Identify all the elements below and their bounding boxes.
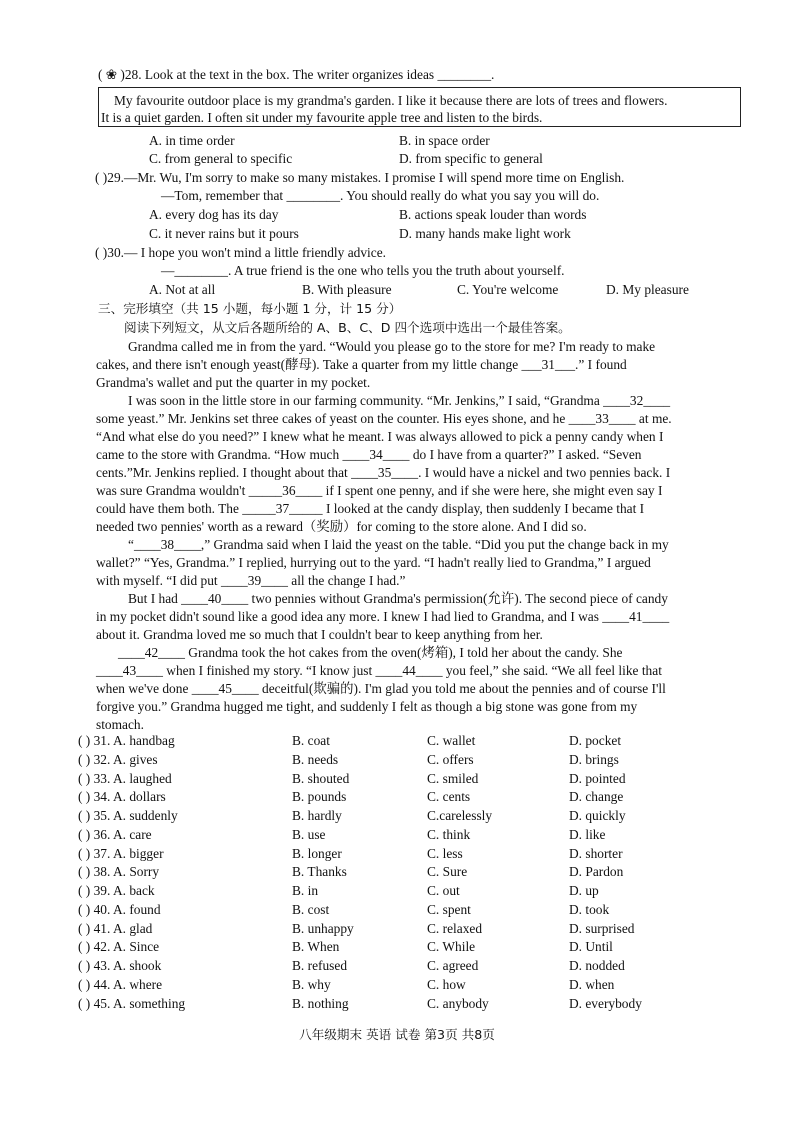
option-row-34-b: B. pounds [292,789,347,804]
option-row-38-d: D. Pardon [569,864,624,879]
option-row-45-c: C. anybody [427,996,489,1011]
option-row-35-c: C.carelessly [427,808,493,823]
passage-line: could have them both. The _____37_____ I looked at the candy display, then suddenly I became that I [96,501,645,516]
q29-option-d: D. many hands make light work [399,226,571,241]
option-row-33-d: D. pointed [569,771,626,786]
option-row-31-d: D. pocket [569,733,622,748]
option-row-40-q: ( ) 40. A. found [78,902,161,917]
option-row-33-c: C. smiled [427,771,479,786]
option-row-34-c: C. cents [427,789,471,804]
option-row-42-d: D. Until [569,939,613,954]
passage-line: But I had ____40____ two pennies without Grandma's permission(允许). The second piece of candy [128,591,668,606]
q30-option-b: B. With pleasure [302,282,392,297]
option-row-35-b: B. hardly [292,808,342,823]
option-row-31-q: ( ) 31. A. handbag [78,733,175,748]
option-row-41-c: C. relaxed [427,921,483,936]
option-row-32-q: ( ) 32. A. gives [78,752,158,767]
option-row-31-b: B. coat [292,733,330,748]
option-row-38-q: ( ) 38. A. Sorry [78,864,160,879]
option-row-41-q: ( ) 41. A. glad [78,921,153,936]
option-row-41-b: B. unhappy [292,921,354,936]
q29-option-b: B. actions speak louder than words [399,207,587,222]
q29-option-c: C. it never rains but it pours [149,226,299,241]
option-row-36-b: B. use [292,827,326,842]
option-row-43-d: D. nodded [569,958,625,973]
passage-line: stomach. [96,717,144,732]
option-row-39-b: B. in [292,883,319,898]
option-row-37-c: C. less [427,846,463,861]
option-row-34-d: D. change [569,789,624,804]
option-row-40-b: B. cost [292,902,330,917]
option-row-42-q: ( ) 42. A. Since [78,939,160,954]
option-row-37-b: B. longer [292,846,342,861]
q28-option-c: C. from general to specific [149,151,293,166]
passage-line: in my pocket didn't sound like a good idea any more. I knew I had lied to Grandma, and I was ____41____ [96,609,670,624]
option-row-43-q: ( ) 43. A. shook [78,958,162,973]
option-row-45-b: B. nothing [292,996,349,1011]
option-row-40-c: C. spent [427,902,471,917]
passage-line: “____38____,” Grandma said when I laid the yeast on the table. “Did you put the change back in my [128,537,669,552]
q29-reply: —Tom, remember that ________. You should really do what you say you will do. [161,188,600,203]
q29-option-a: A. every dog has its day [149,207,279,222]
q28-option-a: A. in time order [149,133,235,148]
option-row-36-c: C. think [427,827,471,842]
page-footer: 八年级期末 英语 试卷 第3页 共8页 [299,1027,495,1042]
option-row-38-c: C. Sure [427,864,468,879]
option-row-35-q: ( ) 35. A. suddenly [78,808,178,823]
q30-option-a: A. Not at all [149,282,216,297]
q30-reply: —________. A true friend is the one who tells you the truth about yourself. [161,263,565,278]
passage-line: cents.”Mr. Jenkins replied. I thought about that ____35____. I would have a nickel and two pennies back. I [96,465,671,480]
option-row-43-c: C. agreed [427,958,479,973]
q28-option-d: D. from specific to general [399,151,543,166]
option-row-39-c: C. out [427,883,460,898]
q28-box-line-1: My favourite outdoor place is my grandma's garden. I like it because there are lots of trees and flowers. [114,93,668,108]
q30-option-d: D. My pleasure [606,282,689,297]
q28-stem: ( ❀ )28. Look at the text in the box. The writer organizes ideas ________. [98,67,495,82]
option-row-38-b: B. Thanks [292,864,347,879]
q28-option-b: B. in space order [399,133,490,148]
passage-line: I was soon in the little store in our farming community. “Mr. Jenkins,” I said, “Grandma ____32____ [128,393,671,408]
passage-line: Grandma's wallet and put the quarter in my pocket. [96,375,371,390]
q29-stem: ( )29.—Mr. Wu, I'm sorry to make so many mistakes. I promise I will spend more time on English. [95,170,625,185]
passage-line: “And what else do you need?” I knew what he meant. I was always allowed to pick a penny candy when I [96,429,664,444]
option-row-45-q: ( ) 45. A. something [78,996,186,1011]
option-row-33-q: ( ) 33. A. laughed [78,771,172,786]
option-row-42-c: C. While [427,939,476,954]
passage-line: wallet?” “Yes, Grandma.” I replied, hurrying out to the yard. “I hadn't really lied to Grandma,” I argued [96,555,651,570]
option-row-44-b: B. why [292,977,331,992]
section-instruction: 阅读下列短文，从文后各题所给的 A、B、C、D 四个选项中选出一个最佳答案。 [124,320,571,335]
option-row-32-d: D. brings [569,752,619,767]
option-row-37-q: ( ) 37. A. bigger [78,846,164,861]
option-row-43-b: B. refused [292,958,348,973]
option-row-44-c: C. how [427,977,466,992]
option-row-42-b: B. When [292,939,340,954]
passage-line: Grandma called me in from the yard. “Would you please go to the store for me? I'm ready to make [128,339,656,354]
passage-line: ____42____ Grandma took the hot cakes from the oven(烤箱), I told her about the candy. She [118,645,623,660]
option-row-37-d: D. shorter [569,846,623,861]
option-row-45-d: D. everybody [569,996,642,1011]
option-row-44-d: D. when [569,977,615,992]
option-row-31-c: C. wallet [427,733,476,748]
option-row-35-d: D. quickly [569,808,626,823]
q30-stem: ( )30.— I hope you won't mind a little friendly advice. [95,245,386,260]
option-row-36-d: D. like [569,827,606,842]
option-row-34-q: ( ) 34. A. dollars [78,789,166,804]
passage-line: came to the store with Grandma. “How much ____34____ do I have from a quarter?” I asked. “Seven [96,447,642,462]
q28-box-line-2: It is a quiet garden. I often sit under my favourite apple tree and listen to the birds. [101,110,543,125]
option-row-40-d: D. took [569,902,610,917]
q30-option-c: C. You're welcome [457,282,559,297]
passage-line: ____43____ when I finished my story. “I know just ____44____ you feel,” she said. “We all feel like that [96,663,662,678]
option-row-32-c: C. offers [427,752,474,767]
passage-line: forgive you.” Grandma hugged me tight, and suddenly I felt as though a big stone was gone from my [96,699,638,714]
passage-line: needed two pennies' worth as a reward（奖励）for coming to the store alone. And I did so. [96,519,587,534]
passage-line: with myself. “I did put ____39____ all the change I had.” [96,573,406,588]
option-row-39-q: ( ) 39. A. back [78,883,155,898]
option-row-39-d: D. up [569,883,599,898]
section-heading: 三、完形填空（共 15 小题，每小题 1 分，计 15 分） [98,301,402,316]
option-row-36-q: ( ) 36. A. care [78,827,152,842]
option-row-33-b: B. shouted [292,771,350,786]
option-row-44-q: ( ) 44. A. where [78,977,163,992]
option-row-41-d: D. surprised [569,921,635,936]
passage-line: when we've done ____45____ deceitful(欺骗的). I'm glad you told me about the pennies and of course I'll [96,681,666,696]
option-row-32-b: B. needs [292,752,339,767]
passage-line: about it. Grandma loved me so much that I couldn't bear to keep anything from her. [96,627,543,642]
passage-line: was sure Grandma wouldn't _____36____ if I spent one penny, and if she were here, she might even say I [96,483,663,498]
passage-line: some yeast.” Mr. Jenkins set three cakes of yeast on the counter. His eyes shone, and he ____33____ at me. [96,411,672,426]
passage-line: cakes, and there isn't enough yeast(酵母). Take a quarter from my little change ___31___.” I found [96,357,627,372]
